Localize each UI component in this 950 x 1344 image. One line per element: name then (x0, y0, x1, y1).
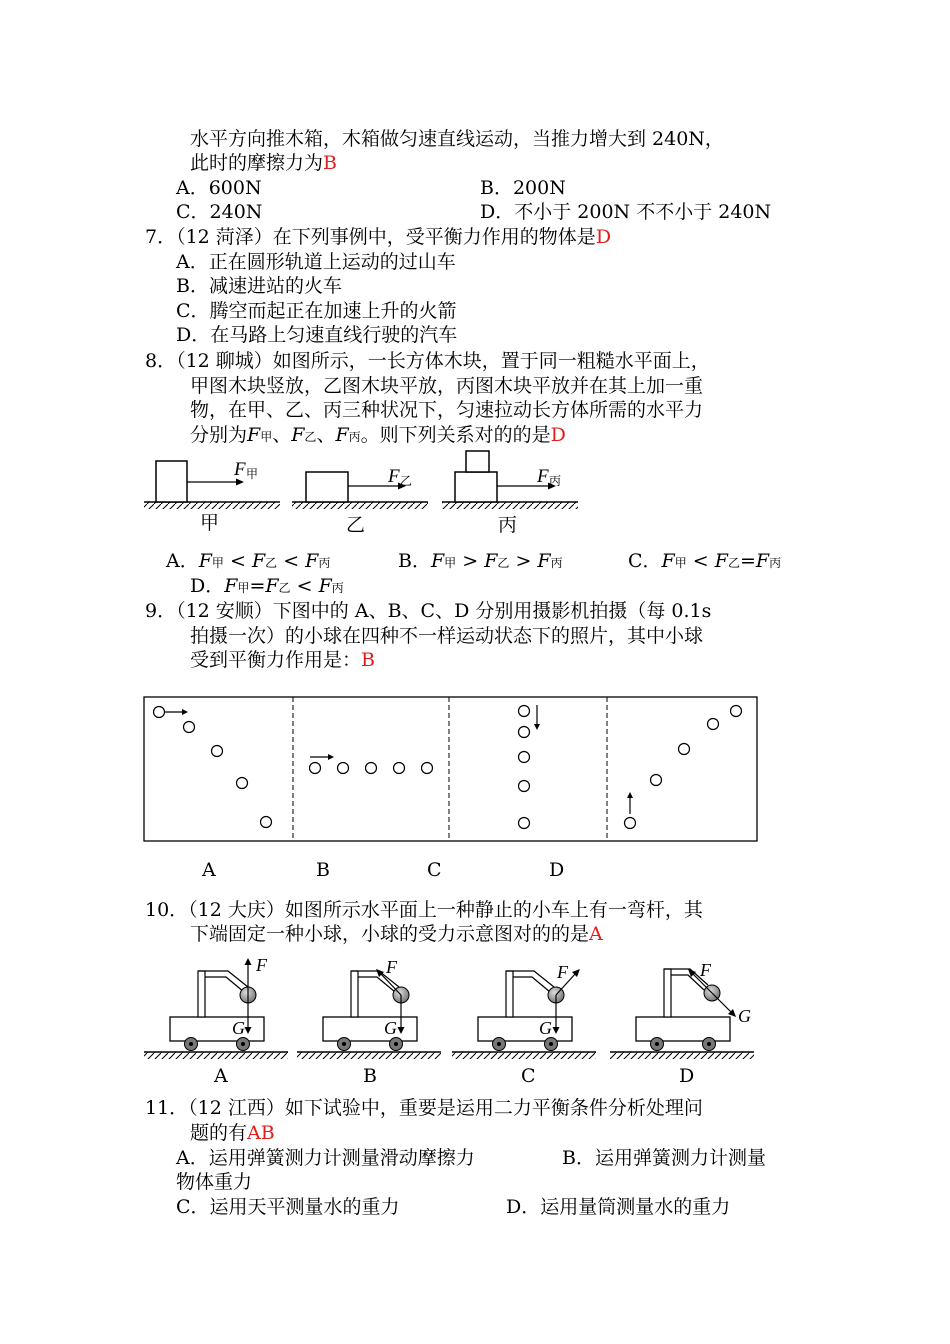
ground-jia (144, 502, 280, 509)
force-subscript: 甲 (211, 556, 224, 570)
q6-option-b: B．200N (480, 177, 566, 199)
label-bing: 丙 (498, 515, 518, 536)
force-subscript: 乙 (304, 430, 317, 444)
relation-sign: > (515, 550, 532, 572)
q6-option-a: A．600N (176, 177, 262, 199)
q7-option-b: B．减速进站的火车 (176, 275, 342, 297)
ball (394, 763, 405, 774)
q8-stem-text: 分别为 (190, 424, 248, 446)
force-symbol: F (224, 575, 238, 597)
q6-stem-line2 (190, 151, 337, 175)
ball (519, 706, 530, 717)
force-subscript: 丙 (769, 556, 782, 570)
q11-option-c: C．运用天平测量水的重力 (176, 1196, 400, 1218)
ball (154, 707, 165, 718)
force-symbol: F (305, 550, 319, 572)
block-bing (455, 472, 497, 502)
q6-stem-text: 此时的摩擦力为 (190, 152, 324, 174)
relation-sign: < (296, 575, 313, 597)
force-symbol: F (430, 550, 445, 572)
q11-answer: AB (247, 1122, 275, 1144)
q8-option-d (190, 574, 344, 600)
relation-sign: > (462, 550, 479, 572)
q9-stem-line2: 拍摄一次）的小球在四种不一样运动状态下的照片，其中小球 (190, 625, 704, 647)
force-subscript: 甲 (674, 556, 687, 570)
force-symbol: F (265, 575, 279, 597)
relation-sign: = (249, 575, 266, 597)
q9-label-c: C (427, 859, 442, 881)
q9-answer: B (361, 649, 375, 671)
force-subscript: 乙 (278, 581, 291, 595)
label-jia: 甲 (200, 513, 220, 534)
q10-stem-text: 下端固定一种小球，小球的受力示意图对的的是 (190, 923, 590, 945)
q9-label-a: A (202, 859, 216, 881)
q6-answer: B (323, 152, 337, 174)
ball (422, 763, 433, 774)
q10-label-d: D (679, 1065, 695, 1087)
q9-stem-text: 受到平衡力作用是： (190, 649, 362, 671)
ball (708, 719, 719, 730)
label-yi: 乙 (346, 515, 366, 536)
q10-stem-line2 (190, 922, 603, 946)
q9-label-b: B (316, 859, 330, 881)
q10b-g: G (384, 1018, 397, 1038)
q10-label-c: C (521, 1065, 536, 1087)
q8-answer: D (550, 424, 566, 446)
ball (184, 722, 195, 733)
q9-figure (142, 695, 762, 845)
relation-sign: = (739, 550, 756, 572)
q11-option-a: A．运用弹簧测力计测量滑动摩擦力 (176, 1147, 475, 1169)
q7-option-a: A．正在圆形轨道上运动的过山车 (176, 251, 456, 273)
ball (519, 727, 530, 738)
force-subscript: 甲 (237, 581, 250, 595)
ground-bing (442, 502, 578, 509)
option-letter: B． (398, 550, 431, 572)
block-jia (156, 461, 187, 502)
q10-stem-line1: 10．（12 大庆）如图所示水平面上一种静止的小车上有一弯杆，其 (145, 899, 703, 921)
force-subscript: 乙 (497, 556, 510, 570)
force-subscript: 乙 (265, 556, 278, 570)
q10-label-b: B (363, 1065, 377, 1087)
force-subscript: 丙 (348, 430, 361, 444)
ball (366, 763, 377, 774)
relation-sign: < (692, 550, 709, 572)
force-symbol: F (318, 575, 332, 597)
q8-option-b (398, 549, 563, 575)
ball (519, 752, 530, 763)
relation-sign: < (229, 550, 246, 572)
q7-answer: D (595, 226, 612, 248)
force-symbol: F (335, 424, 349, 446)
label-f-jia: F (234, 459, 246, 480)
ball (651, 775, 662, 786)
force-subscript: 甲 (260, 430, 273, 444)
q7-stem-text: 7．（12 菏泽）在下列事例中，受平衡力作用的物体是 (145, 226, 596, 248)
label-f-bing-sub: 丙 (549, 474, 562, 488)
q7-option-d: D．在马路上匀速直线行驶的汽车 (176, 324, 458, 346)
force-subscript: 丙 (331, 581, 344, 595)
q10d-g: G (738, 1006, 751, 1026)
q8-stem-line3: 物，在甲、乙、丙三种状况下，匀速拉动长方体所需的水平力 (190, 399, 704, 421)
q8-stem-line1: 8．（12 聊城）如图所示，一长方体木块，置于同一粗糙水平面上， (145, 350, 710, 372)
cart-d (610, 969, 754, 1059)
force-subscript: 丙 (550, 556, 563, 570)
block-yi (306, 472, 348, 502)
ball (519, 818, 530, 829)
q7-option-c: C．腾空而起正在加速上升的火箭 (176, 300, 457, 322)
q10-label-a: A (214, 1065, 228, 1087)
q11-stem-text: 题的有 (190, 1122, 248, 1144)
ball (310, 763, 321, 774)
q10c-f: F (557, 962, 568, 982)
ball (338, 763, 349, 774)
q11-option-b: B．运用弹簧测力计测量 (562, 1147, 766, 1169)
q8-stem-line4: 分别为F甲、F乙、F丙。则下列关系对的的是D (190, 424, 566, 446)
force-symbol: F (291, 424, 305, 446)
cart-b (297, 969, 441, 1059)
q8-figure (140, 448, 580, 538)
option-letter: C． (628, 550, 662, 572)
q10a-f: F (256, 955, 267, 975)
force-subscript: 甲 (444, 556, 457, 570)
q8-option-a (166, 549, 330, 575)
weight-bing (466, 451, 489, 472)
q8-stem-text: 。则下列关系对的的是 (360, 424, 551, 446)
ball (625, 818, 636, 829)
relation-sign: < (283, 550, 300, 572)
photo-frame (144, 697, 757, 841)
option-letter: A． (166, 550, 199, 572)
q11-stem-line1: 11．（12 江西）如下试验中，重要是运用二力平衡条件分析处理问 (145, 1097, 703, 1119)
q8-option-c (628, 549, 781, 575)
q9-label-d: D (549, 859, 565, 881)
q9-stem-line3 (190, 648, 375, 672)
ball (212, 746, 223, 757)
q8-stem-line2: 甲图木块竖放，乙图木块平放，丙图木块平放并在其上加一重 (190, 375, 704, 397)
q11-option-d: D．运用量筒测量水的重力 (506, 1196, 731, 1218)
q10c-g: G (539, 1018, 552, 1038)
ground-yi (292, 502, 428, 509)
label-f-yi-sub: 乙 (400, 474, 413, 488)
force-symbol: F (661, 550, 675, 572)
force-symbol: F (755, 550, 770, 572)
q11-stem-line2 (190, 1121, 275, 1145)
force-symbol: F (484, 550, 498, 572)
q6-option-d: D．不小于 200N 不不小于 240N (480, 201, 772, 223)
force-symbol: F (714, 550, 728, 572)
force-symbol: F (251, 550, 266, 572)
force-subscript: 乙 (727, 556, 740, 570)
ball (519, 781, 530, 792)
force-symbol: F (198, 550, 212, 572)
option-letter: D． (190, 575, 225, 597)
label-f-jia-sub: 甲 (246, 467, 259, 481)
q6-option-c: C．240N (176, 201, 263, 223)
label-f-yi: F (388, 466, 400, 487)
force-symbol: F (537, 550, 551, 572)
q11-option-b-cont: 物体重力 (176, 1171, 253, 1193)
q10b-f: F (386, 957, 397, 977)
q7-stem (145, 225, 611, 249)
q10-answer: A (589, 923, 603, 945)
q9-stem-line1: 9．（12 安顺）下图中的 A、B、C、D 分别用摄影机拍摄（每 0.1s (145, 600, 712, 622)
q6-stem-line1: 水平方向推木箱，木箱做匀速直线运动，当推力增大到 240N， (190, 128, 724, 150)
cart-c (452, 969, 596, 1059)
q10a-g: G (232, 1018, 245, 1038)
force-symbol: F (247, 424, 261, 446)
ball (731, 706, 742, 717)
ball (261, 817, 272, 828)
q10-figure (140, 955, 760, 1065)
label-f-bing: F (537, 466, 549, 487)
force-subscript: 丙 (318, 556, 331, 570)
q10d-f: F (700, 960, 711, 980)
ball (679, 744, 690, 755)
ball (237, 778, 248, 789)
